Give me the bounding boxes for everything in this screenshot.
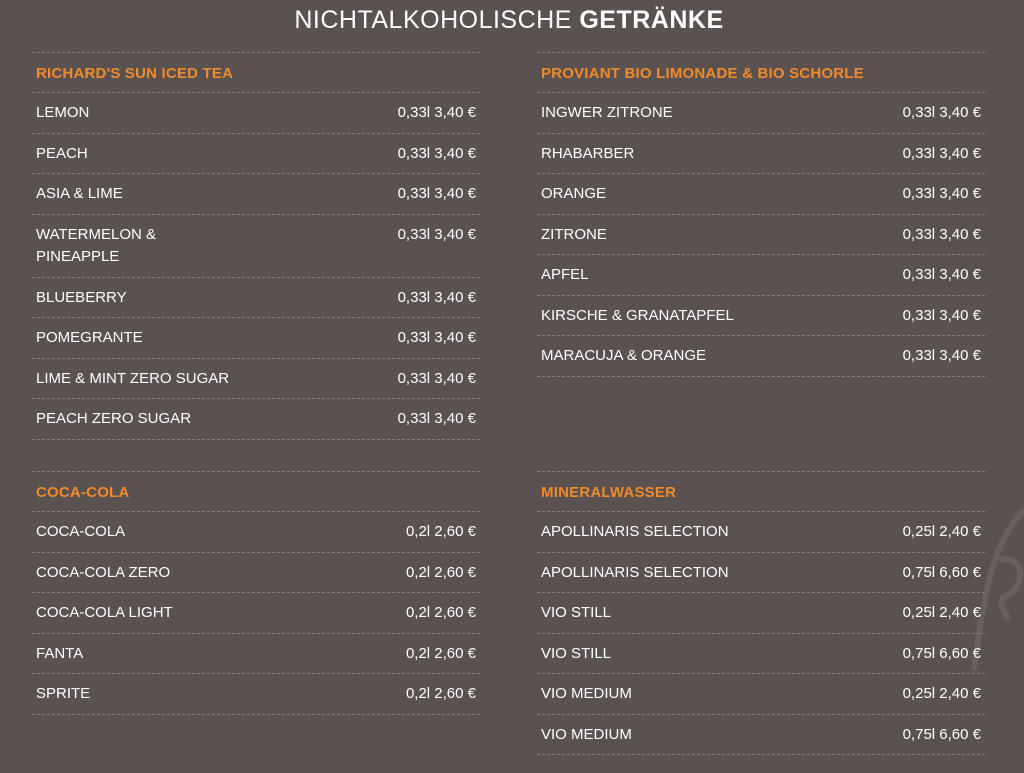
menu-item bbox=[32, 512, 480, 553]
item-price: 0,33l 3,40 € bbox=[902, 225, 981, 243]
menu-section-proviant-limonade bbox=[537, 52, 985, 377]
item-name: COCA-COLA ZERO bbox=[36, 563, 171, 581]
item-name: APOLLINARIS SELECTION bbox=[541, 523, 729, 540]
page-title-bold: GETRÄNKE bbox=[579, 6, 724, 34]
menu-item bbox=[537, 715, 985, 756]
item-price: 0,33l 3,40 € bbox=[902, 185, 981, 202]
item-price: 0,33l 3,40 € bbox=[902, 347, 981, 364]
item-price: 0,33l 3,40 € bbox=[397, 104, 476, 121]
menu-section-mineralwasser bbox=[537, 471, 985, 755]
item-price: 0,33l 3,40 € bbox=[397, 369, 476, 387]
section-title: RICHARD'S SUN ICED TEA bbox=[32, 53, 480, 93]
menu-item bbox=[537, 215, 985, 256]
item-price: 0,33l 3,40 € bbox=[397, 185, 476, 202]
item-price: 0,75l 6,60 € bbox=[902, 725, 981, 743]
item-price: 0,75l 6,60 € bbox=[902, 644, 981, 662]
item-name: RHABARBER bbox=[541, 144, 635, 162]
item-price: 0,75l 6,60 € bbox=[902, 563, 981, 581]
menu-item bbox=[32, 318, 480, 359]
item-name: PEACH bbox=[36, 144, 88, 162]
item-name: POMEGRANTE bbox=[36, 329, 143, 346]
menu-item bbox=[32, 593, 480, 634]
menu-item bbox=[32, 399, 480, 440]
item-price: 0,2l 2,60 € bbox=[405, 563, 476, 581]
item-name: APFEL bbox=[541, 266, 589, 283]
menu-item bbox=[32, 634, 480, 675]
item-price: 0,25l 2,40 € bbox=[902, 523, 981, 540]
item-name: VIO MEDIUM bbox=[541, 725, 632, 743]
item-name: INGWER ZITRONE bbox=[541, 104, 673, 121]
menu-item bbox=[537, 134, 985, 175]
menu-item bbox=[32, 134, 480, 175]
menu-section-richards-iced-tea bbox=[32, 52, 480, 440]
item-name: MARACUJA & ORANGE bbox=[541, 347, 707, 364]
menu-item bbox=[32, 93, 480, 134]
item-price: 0,2l 2,60 € bbox=[405, 644, 476, 662]
menu-item bbox=[32, 359, 480, 400]
item-price: 0,33l 3,40 € bbox=[397, 288, 476, 306]
menu-section-coca-cola bbox=[32, 471, 480, 715]
menu-item bbox=[32, 553, 480, 594]
item-price: 0,33l 3,40 € bbox=[902, 104, 981, 121]
menu-item bbox=[537, 674, 985, 715]
item-name: BLUEBERRY bbox=[36, 288, 127, 306]
menu-item bbox=[537, 296, 985, 337]
item-price: 0,33l 3,40 € bbox=[397, 329, 476, 346]
menu-item bbox=[32, 278, 480, 319]
menu-item bbox=[537, 634, 985, 675]
item-price: 0,33l 3,40 € bbox=[902, 306, 981, 324]
item-price: 0,2l 2,60 € bbox=[405, 523, 476, 540]
item-name: LIME & MINT ZERO SUGAR bbox=[36, 369, 230, 387]
item-price: 0,33l 3,40 € bbox=[397, 410, 476, 427]
item-price: 0,33l 3,40 € bbox=[902, 266, 981, 283]
menu-item bbox=[537, 174, 985, 215]
section-title: COCA-COLA bbox=[32, 472, 480, 512]
item-price: 0,2l 2,60 € bbox=[405, 604, 476, 621]
item-name: KIRSCHE & GRANATAPFEL bbox=[541, 306, 734, 324]
item-name: ASIA & LIME bbox=[36, 185, 123, 202]
item-price: 0,33l 3,40 € bbox=[902, 144, 981, 162]
item-price: 0,2l 2,60 € bbox=[405, 685, 476, 702]
item-price: 0,33l 3,40 € bbox=[397, 225, 476, 243]
item-name: ZITRONE bbox=[541, 225, 607, 243]
menu-item bbox=[537, 512, 985, 553]
page-title bbox=[0, 4, 1018, 36]
item-name: APOLLINARIS SELECTION bbox=[541, 563, 729, 581]
item-name: SPRITE bbox=[36, 685, 91, 702]
item-name: VIO MEDIUM bbox=[541, 685, 632, 702]
menu-item bbox=[32, 215, 480, 278]
menu-item bbox=[537, 336, 985, 377]
menu-item bbox=[32, 674, 480, 715]
item-name: ORANGE bbox=[541, 185, 607, 202]
item-price: 0,33l 3,40 € bbox=[397, 144, 476, 162]
page-title-light: NICHTALKOHOLISCHE bbox=[294, 6, 580, 34]
section-title: MINERALWASSER bbox=[537, 472, 985, 512]
item-name: COCA-COLA LIGHT bbox=[36, 604, 173, 621]
item-name: VIO STILL bbox=[541, 604, 612, 621]
section-title: PROVIANT BIO LIMONADE & BIO SCHORLE bbox=[537, 53, 985, 93]
menu-item bbox=[537, 553, 985, 594]
menu-item bbox=[537, 93, 985, 134]
menu-item bbox=[32, 174, 480, 215]
menu-item bbox=[537, 593, 985, 634]
item-name: PEACH ZERO SUGAR bbox=[36, 410, 192, 427]
item-name: FANTA bbox=[36, 644, 84, 662]
item-name: VIO STILL bbox=[541, 644, 612, 662]
item-price: 0,25l 2,40 € bbox=[902, 604, 981, 621]
menu-item bbox=[537, 255, 985, 296]
item-name: COCA-COLA bbox=[36, 523, 126, 540]
item-price: 0,25l 2,40 € bbox=[902, 685, 981, 702]
item-name: LEMON bbox=[36, 104, 90, 121]
item-name: WATERMELON & PINEAPPLE bbox=[36, 225, 157, 265]
